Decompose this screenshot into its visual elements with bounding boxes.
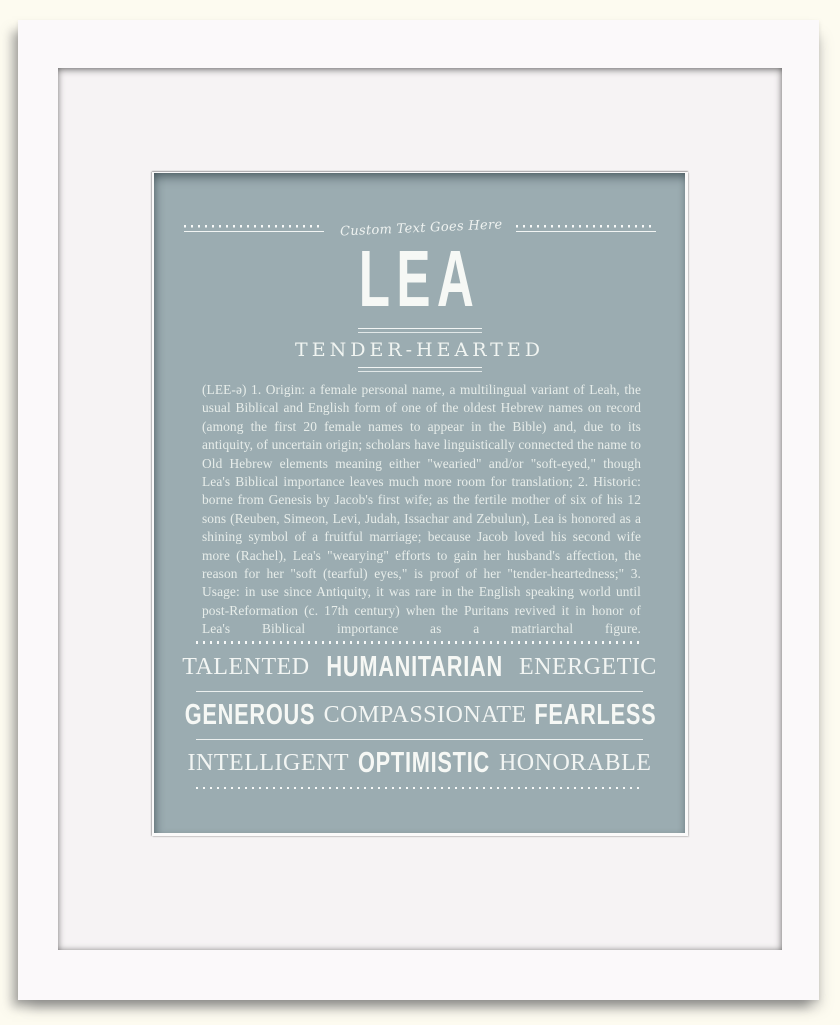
trait-word: GENEROUS <box>184 698 315 731</box>
mat-opening-bevel <box>152 172 688 836</box>
traits-block <box>182 641 657 789</box>
name-title: LEA <box>358 234 481 323</box>
trait-word: HUMANITARIAN <box>326 650 503 683</box>
divider-above-meaning <box>358 328 482 333</box>
trait-word: COMPASSIONATE <box>323 701 527 728</box>
trait-row-3 <box>187 740 652 787</box>
trait-word: TALENTED <box>182 653 310 680</box>
mat-board <box>58 68 782 950</box>
trait-word: HONORABLE <box>498 749 652 776</box>
trait-word: INTELLIGENT <box>187 749 349 776</box>
trait-row-2 <box>184 692 657 739</box>
divider-below-meaning <box>358 367 482 372</box>
traits-dotted-rule-bottom <box>196 787 643 790</box>
trait-word: FEARLESS <box>533 698 657 731</box>
dotted-rule-left <box>184 225 324 232</box>
name-art-poster <box>154 173 685 833</box>
meaning-subtitle: TENDER-HEARTED <box>295 339 544 361</box>
name-description-paragraph: (LEE-ə) 1. Origin: a female personal name, a multilingual variant of Leah, the usual Biblical and English form of one of the oldest Hebrew names on record (among the first 20 female names to appear in the Bible) and, due to its antiquity, of uncertain origin; scholars have linguistically connected the name to Old Hebrew elements meaning either "wearied" and/or "soft-eyed," though Lea's Biblical importance leaves much more room for translation; 2. Historic: borne from Genesis by Jacob's first wife; as the fertile mother of six of his 12 sons (Reuben, Simeon, Levi, Judah, Issachar and Zebulun), Lea is honored as a shining symbol of a fruitful marriage; because Jacob loved his second wife more (Rachel), Lea's "wearying" efforts to gain her husband's affection, the reason for her "soft (tearful) eyes," is proof of her "tender-heartedness;" 3. Usage: in use since Antiquity, it was rare in the English speaking world until post-Reformation (c. 17th century) when the Puritans revived it in honor of Lea's Biblical importance as a matriarchal figure. <box>202 382 641 637</box>
trait-row-1 <box>182 644 657 691</box>
trait-word: ENERGETIC <box>518 653 657 680</box>
picture-frame <box>18 20 819 1000</box>
dotted-rule-right <box>516 225 656 232</box>
trait-word: OPTIMISTIC <box>357 746 490 779</box>
custom-text-label: Custom Text Goes Here <box>339 216 503 239</box>
